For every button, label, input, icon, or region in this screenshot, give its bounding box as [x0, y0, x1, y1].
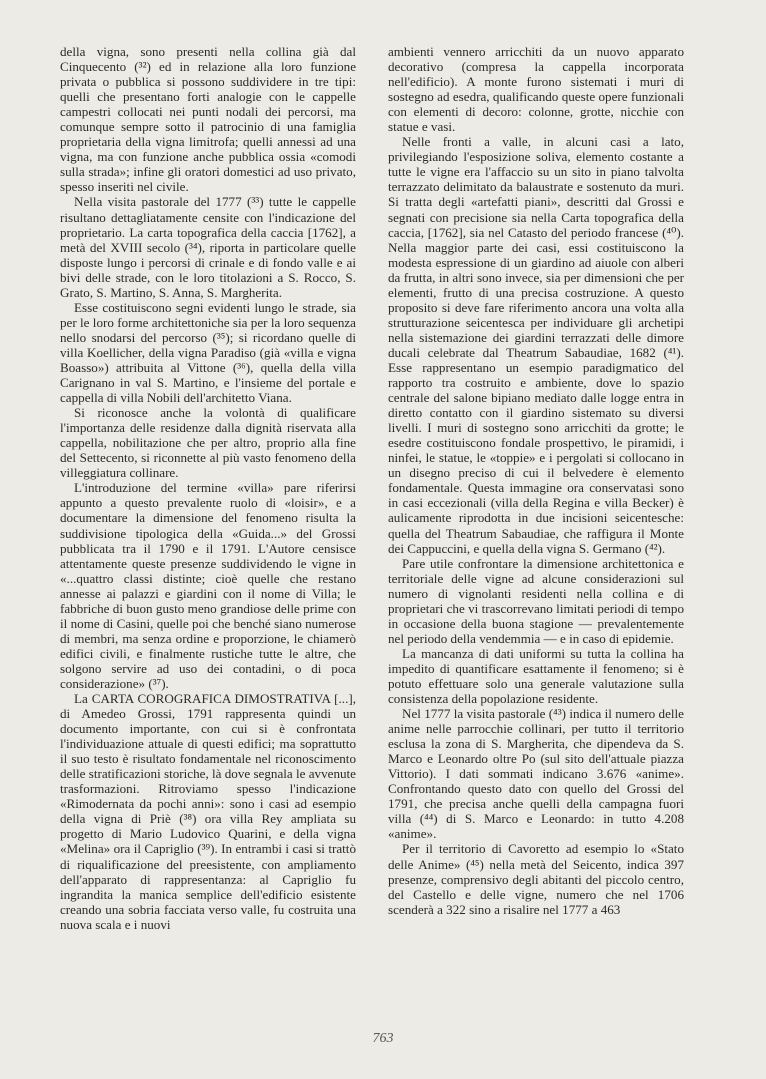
- paragraph: Nella visita pastorale del 1777 (³³) tutte le cappelle risultano dettagliatamente censite con l'indicazione del proprietario. La carta topografica della caccia [1762], a metà del XVIII secolo (³⁴), riporta in particolare quelle disposte lungo i percorsi di crinale e di fondo valle e ai bivi delle strade, con le loro titolazioni a S. Rocco, S. Grato, S. Martino, S. Anna, S. Margherita.: [60, 194, 356, 300]
- paragraph: Pare utile confrontare la dimensione architettonica e territoriale delle vigne ad alcune considerazioni sul numero di vignolanti residenti nella collina e di proprietari che vi trascorrevano limitati periodi di tempo in occasione della buona stagione — prevalentemente nel periodo della vendemmia — e in caso di epidemie.: [388, 555, 684, 646]
- paragraph: La CARTA COROGRAFICA DIMOSTRATIVA [...], di Amedeo Grossi, 1791 rappresenta quindi un documento importante, con cui si è confrontata l'individuazione attuale di questi edifici; ma soprattutto il suo testo è risultato fondamentale nel riconoscimento delle stratificazioni storiche, là dove segnala le avvenute trasformazioni. Ritroviamo spesso l'indicazione «Rimodernata da pochi anni»: sono i casi ad esempio della vigna di Priè (³⁸) ora villa Rey ampliata su progetto di Mario Ludovico Quarini, e della vigna «Melina» ora il Capriglio (³⁹). In entrambi i casi si trattò di riqualificazione del preesistente, con ampliamento dell'apparato di rappresentanza: al Capriglio fu ingrandita la manica semplice dell'edificio esistente creando una sobria facciata verso valle, fu costruita una nuova scala e i nuovi: [60, 691, 356, 932]
- paragraph: La mancanza di dati uniformi su tutta la collina ha impedito di quantificare esattamente il fenomeno; si è potuto effettuare solo una generale valutazione sulla consistenza della popolazione residente.: [388, 645, 684, 707]
- paragraph: Nel 1777 la visita pastorale (⁴³) indica il numero delle anime nelle parrocchie collinari, per tutto il territorio esclusa la zona di S. Margherita, che dipendeva da S. Marco e Leonardo oltre Po (sul sito dell'attuale piazza Vittorio). I dati sommati indicano 3.676 «anime». Confrontando questo dato con quello del Grossi del 1791, che precisa anche quelli della campagna fuori villa (⁴⁴) di S. Marco e Leonardo: in tutto 4.208 «anime».: [388, 706, 684, 842]
- left-column: [60, 44, 356, 932]
- paragraph: L'introduzione del termine «villa» pare riferirsi appunto a questo prevalente ruolo di «loisir», e a documentare la dimensione del fenomeno risulta la suddivisione tipologica della «Guida...» del Grossi pubblicata tra il 1790 e il 1791. L'Autore censisce attentamente queste presenze suddividendo le vigne in «...quattro classi distinte; cioè quelle che restano annesse ai palazzi e giardini con il nome di Villa; le fabbriche di buon gusto meno grandiose delle prime con il nome di Casini, quelle poi che benché siano numerose di membri, ma senza ordine e proporzione, le chiamerò edifici civili, e finalmente rustiche tutte le altre, che solgono servire ad uso dei contadini, o di poca considerazione» (³⁷).: [60, 480, 356, 691]
- paragraph: Esse costituiscono segni evidenti lungo le strade, sia per le loro forme architettoniche sia per la loro sequenza nello snodarsi del percorso (³⁵); si ricordano quelle di villa Koellicher, della vigna Paradiso (già «villa e vigna Boasso») attribuita al Vittone (³⁶), quella della villa Carignano in val S. Martino, e l'insieme del portale e cappella di villa Nobili dell'architetto Viana.: [60, 299, 356, 406]
- page-number: 763: [372, 1031, 394, 1046]
- right-column: [388, 44, 684, 917]
- paragraph: Nelle fronti a valle, in alcuni casi a lato, privilegiando l'esposizione soliva, elemento costante a tutte le vigne era l'affaccio su un sito in piano talvolta terrazzato delimitato da balaustrate e sostenuto da muri. Si tratta degli «artefatti piani», descritti dal Grossi e segnati con precisione sia nella Carta topografica della caccia, [1762], sia nel Catasto del periodo francese (⁴⁰). Nella maggior parte dei casi, essi costituiscono la modesta espressione di un giardino ad aiuole con alberi da frutta, in altri sono invece, sia per dimensioni che per elementi, frutto di una precisa costruzione. A questo proposito si deve fare riferimento ancora una volta alla strutturazione seicentesca per individuare gli archetipi nella sistemazione dei giardini terrazzati delle dimore ducali celebrate dal Theatrum Sabaudiae, 1682 (⁴¹). Esse rappresentano un esempio paradigmatico del rapporto tra costruito e ambiente, dove lo spazio centrale del salone bipiano mediato dalle logge entra in diretto contatto con il giardino sistemato su diversi livelli. I muri di sostegno sono arricchiti da grotte; le esedre costituiscono fondale prospettivo, le piramidi, i ninfei, le statue, le «toppie» e i pergolati si collocano in un disegno preciso di cui il belvedere è elemento fondamentale. Questa immagine ora conservatasi sono in casi eccezionali (villa della Regina e villa Becker) è aulicamente riprodotta in due incisioni seicentesche: quella del Theatrum Sabaudiae, che raffigura il Monte dei Cappuccini, e quella della vigna S. Germano (⁴²).: [388, 134, 684, 556]
- paragraph: Per il territorio di Cavoretto ad esempio lo «Stato delle Anime» (⁴⁵) nella metà del Seicento, indica 397 presenze, comprensivo degli abitanti del piccolo centro, del Castello e delle vigne, numero che nel 1706 scenderà a 322 sino a risalire nel 1777 a 463: [388, 841, 684, 917]
- paragraph: della vigna, sono presenti nella collina già dal Cinquecento (³²) ed in relazione alla loro funzione privata o pubblica si possono suddividere in tre tipi: quelli che presentano forti analogie con le cappelle campestri collocati nei punti nodali dei percorsi, ma comunque sempre sotto il patrocinio di una famiglia proprietaria della vigna limitrofa; quelli annessi ad una vigna, ma con funzione anche pubblica ossia «comodi sulla strada»; infine gli oratori domestici ad uso privato, spesso inseriti nel civile.: [60, 44, 356, 195]
- paragraph: ambienti vennero arricchiti da un nuovo apparato decorativo (compresa la cappella incorporata nell'edificio). A monte furono sistemati i muri di sostegno ad esedra, qualificando queste opere funzionali con elementi di decoro: colonne, grotte, nicchie con statue e vasi.: [388, 44, 684, 135]
- paragraph: Si riconosce anche la volontà di qualificare l'importanza delle residenze dalla dignità riservata alla cappella, nobilitazione che per altro, proprio alla fine del Settecento, si riconnette al più vasto fenomeno della villeggiatura collinare.: [60, 405, 356, 481]
